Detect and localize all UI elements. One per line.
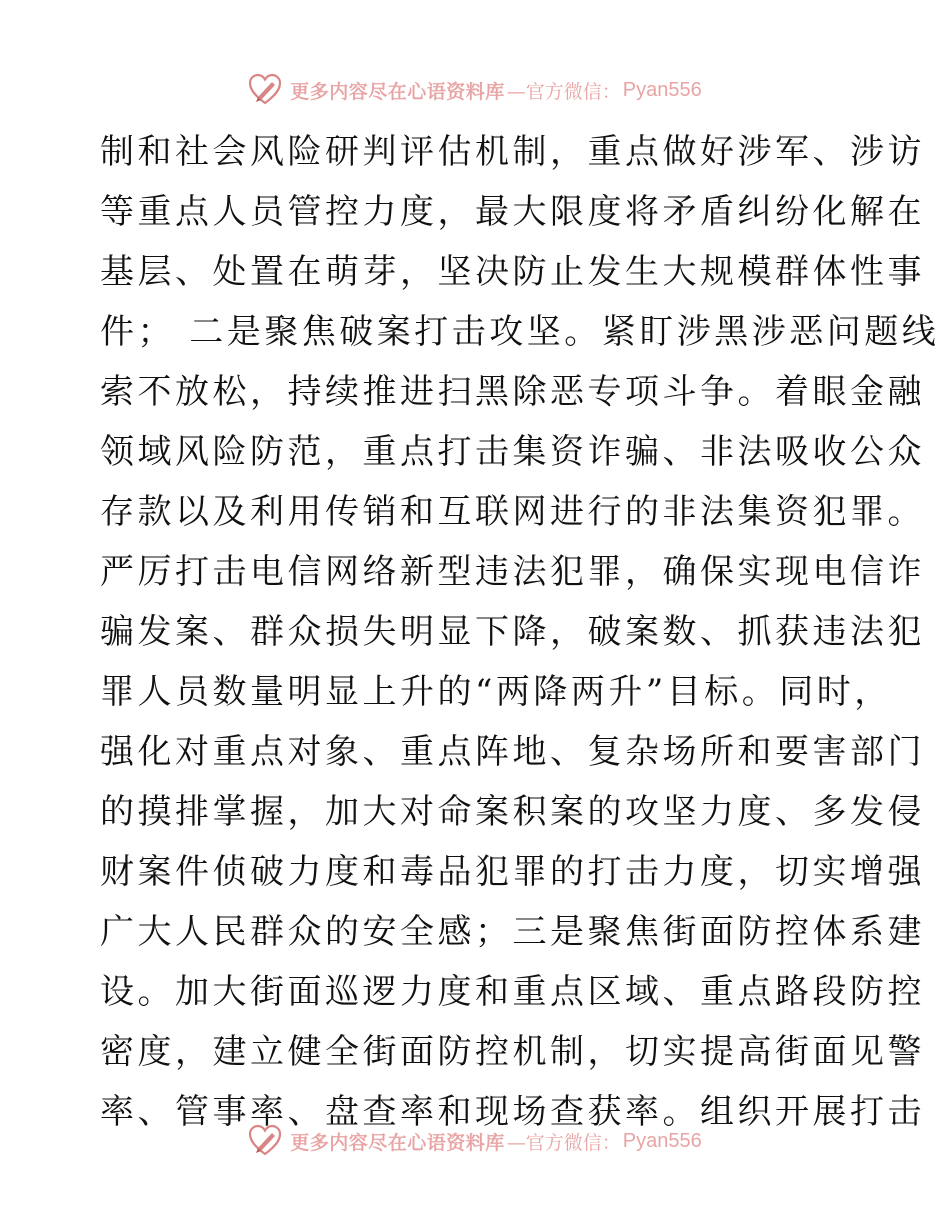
- watermark-account: Pyan556: [622, 1129, 702, 1152]
- header-watermark: [0, 70, 950, 110]
- text-line: 基层、处置在萌芽，坚决防止发生大规模群体性事: [100, 252, 925, 292]
- text-line: 罪人员数量明显上升的“两降两升”目标。同时，: [100, 672, 892, 712]
- text-line: 件； 二是聚焦破案打击攻坚。紧盯涉黑涉恶问题线: [100, 312, 940, 352]
- watermark-contact-label: —官方微信：: [506, 80, 621, 103]
- text-line: 广大人民群众的安全感；三是聚焦街面防控体系建: [100, 912, 925, 952]
- text-line: 等重点人员管控力度，最大限度将矛盾纠纷化解在: [100, 192, 925, 232]
- text-line: 制和社会风险研判评估机制，重点做好涉军、涉访: [100, 132, 925, 172]
- watermark-contact-label: —官方微信：: [506, 1131, 621, 1154]
- footer-watermark: [0, 1121, 950, 1161]
- text-line: 领域风险防范，重点打击集资诈骗、非法吸收公众: [100, 432, 925, 472]
- document-body: [100, 122, 940, 1142]
- text-line: 强化对重点对象、重点阵地、复杂场所和要害部门: [100, 732, 925, 772]
- text-line: 设。加大街面巡逻力度和重点区域、重点路段防控: [100, 972, 925, 1012]
- text-line: 存款以及利用传销和互联网进行的非法集资犯罪。: [100, 492, 925, 532]
- text-line: 严厉打击电信网络新型违法犯罪，确保实现电信诈: [100, 552, 925, 592]
- text-line: 索不放松，持续推进扫黑除恶专项斗争。着眼金融: [100, 372, 925, 412]
- watermark-brand: 更多内容尽在心语资料库: [290, 80, 505, 103]
- text-line: 密度，建立健全街面防控机制，切实提高街面见警: [100, 1032, 925, 1072]
- text-line: 率、管事率、盘查率和现场查获率。组织开展打击: [100, 1092, 925, 1132]
- watermark-brand: 更多内容尽在心语资料库: [290, 1131, 505, 1154]
- watermark-account: Pyan556: [622, 78, 702, 101]
- text-line: 骗发案、群众损失明显下降，破案数、抓获违法犯: [100, 612, 925, 652]
- text-line: 的摸排掌握，加大对命案积案的攻坚力度、多发侵: [100, 792, 925, 832]
- heart-pen-icon: [248, 1124, 282, 1158]
- heart-pen-icon: [248, 73, 282, 107]
- text-line: 财案件侦破力度和毒品犯罪的打击力度，切实增强: [100, 852, 925, 892]
